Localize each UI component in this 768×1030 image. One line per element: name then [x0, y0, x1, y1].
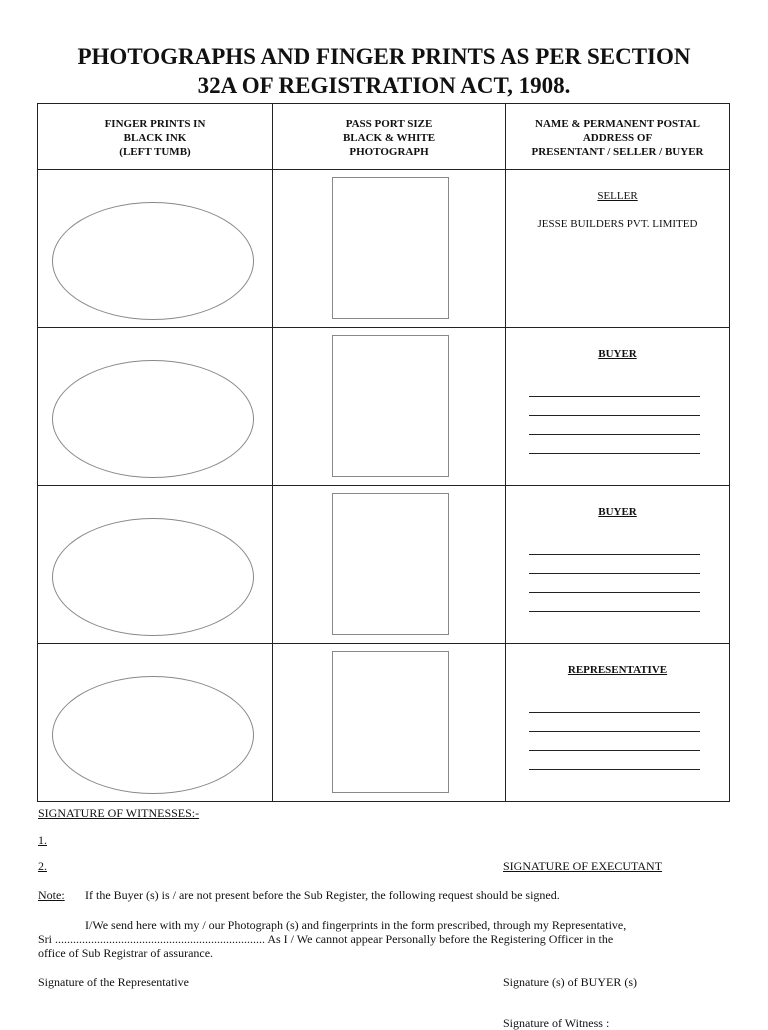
- party-cell: [506, 170, 730, 328]
- photo-cell: [273, 328, 506, 486]
- party-label-buyer: BUYER: [598, 506, 637, 518]
- note-label: Note:: [38, 888, 65, 902]
- photo-box: [332, 493, 449, 635]
- request-line-3: office of Sub Registrar of assurance.: [38, 946, 214, 960]
- thumbprint-oval: [52, 360, 254, 478]
- header-finger-prints: FINGER PRINTS IN BLACK INK (LEFT TUMB): [38, 104, 273, 170]
- title-line-1: PHOTOGRAPHS AND FINGER PRINTS AS PER SECTION: [77, 44, 691, 69]
- buyer-signature: Signature (s) of BUYER (s): [503, 975, 637, 989]
- photo-cell: [273, 170, 506, 328]
- thumbprint-oval: [52, 202, 254, 320]
- party-label-seller: SELLER: [597, 190, 638, 202]
- witness-signature: Signature of Witness :: [503, 1016, 610, 1030]
- photo-cell: [273, 486, 506, 644]
- photo-cell: [273, 644, 506, 802]
- seller-name: JESSE BUILDERS PVT. LIMITED: [537, 218, 698, 230]
- photo-box: [332, 651, 449, 793]
- party-cell: [506, 328, 730, 486]
- table-row-buyer-1: [38, 328, 730, 486]
- address-lines: [529, 536, 700, 612]
- table-row-seller: [38, 170, 730, 328]
- thumbprint-cell: [38, 328, 273, 486]
- representative-signature: Signature of the Representative: [38, 975, 189, 989]
- page-title: [0, 42, 768, 100]
- executant-signature: SIGNATURE OF EXECUTANT: [503, 859, 663, 873]
- address-lines: [529, 694, 700, 770]
- header-name-address: NAME & PERMANENT POSTAL ADDRESS OF PRESENTANT / SELLER / BUYER: [506, 104, 730, 170]
- party-label-buyer: BUYER: [598, 348, 637, 360]
- thumbprint-cell: [38, 644, 273, 802]
- photo-box: [332, 335, 449, 477]
- thumbprint-cell: [38, 486, 273, 644]
- request-line-2: Sri ...................................................................... As I / We cannot appear Personally before the Registering Officer in the: [38, 932, 614, 946]
- address-lines: [529, 378, 700, 454]
- witnesses-heading: SIGNATURE OF WITNESSES:-: [38, 806, 200, 820]
- party-label-representative: REPRESENTATIVE: [567, 664, 668, 676]
- request-line-1: I/We send here with my / our Photograph (s) and fingerprints in the form prescribed, through my Representative,: [85, 918, 627, 932]
- thumbprint-oval: [52, 676, 254, 794]
- table-row-buyer-2: [38, 486, 730, 644]
- registration-table: [37, 103, 730, 802]
- party-cell: [506, 644, 730, 802]
- photo-box: [332, 177, 449, 319]
- witness-1: 1.: [38, 833, 47, 847]
- witness-2: 2.: [38, 859, 47, 873]
- thumbprint-cell: [38, 170, 273, 328]
- header-photograph: PASS PORT SIZE BLACK & WHITE PHOTOGRAPH: [273, 104, 506, 170]
- table-row-representative: [38, 644, 730, 802]
- party-cell: [506, 486, 730, 644]
- thumbprint-oval: [52, 518, 254, 636]
- note-text: If the Buyer (s) is / are not present before the Sub Register, the following request should be signed.: [85, 888, 560, 902]
- title-line-2: 32A OF REGISTRATION ACT, 1908.: [197, 73, 571, 98]
- table-header-row: [38, 104, 730, 170]
